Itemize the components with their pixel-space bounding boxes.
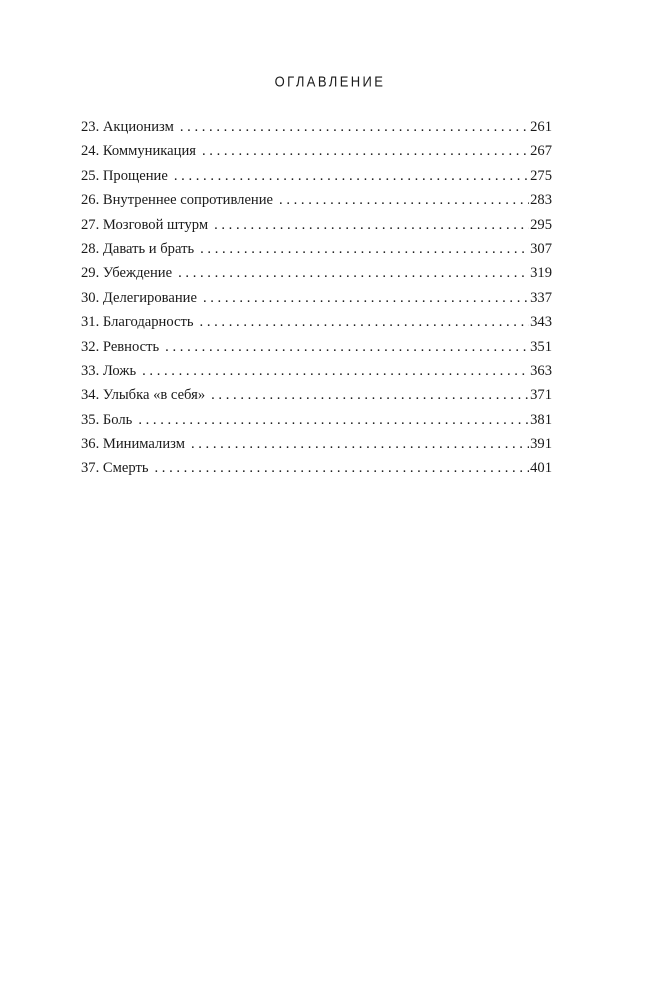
toc-entry-label: 26. Внутреннее сопротивление [81, 192, 274, 209]
toc-entry-label: 30. Делегирование [81, 289, 197, 306]
toc-entry[interactable] [81, 164, 552, 188]
toc-entry-label: 32. Ревность [81, 338, 160, 355]
toc-entry-label: 28. Давать и брать [81, 240, 195, 257]
dot-leader [200, 237, 529, 261]
toc-entry-label: 29. Убеждение [81, 265, 173, 282]
toc-entry-label: 33. Ложь [81, 362, 137, 379]
toc-entry-page: 381 [530, 411, 552, 428]
dot-leader [279, 188, 529, 212]
dot-leader [165, 335, 529, 359]
dot-leader [174, 164, 529, 188]
toc-entry-label: 36. Минимализм [81, 436, 185, 453]
dot-leader [211, 383, 529, 407]
toc-entry-page: 267 [530, 143, 552, 160]
toc-entry[interactable] [81, 286, 552, 310]
dot-leader [191, 432, 529, 456]
toc-entry-page: 307 [530, 240, 552, 257]
toc-entry-page: 261 [530, 119, 552, 135]
toc-entry-page: 401 [530, 460, 552, 477]
toc-entry-label: 27. Мозговой штурм [81, 216, 209, 233]
toc-entry-label: 25. Прощение [81, 167, 168, 184]
dot-leader [214, 213, 529, 237]
dot-leader [138, 408, 529, 432]
toc-entry-page: 351 [530, 338, 552, 355]
dot-leader [202, 139, 529, 163]
table-of-contents [81, 115, 552, 481]
toc-entry[interactable] [81, 383, 552, 407]
dot-leader [178, 261, 529, 285]
dot-leader [142, 359, 529, 383]
toc-entry[interactable] [81, 310, 552, 334]
toc-entry[interactable] [81, 115, 552, 139]
dot-leader [200, 310, 530, 334]
toc-entry[interactable] [81, 432, 552, 456]
toc-entry[interactable] [81, 261, 552, 285]
toc-entry-page: 371 [530, 387, 552, 404]
toc-entry[interactable] [81, 213, 552, 237]
toc-entry[interactable] [81, 139, 552, 163]
dot-leader [203, 286, 529, 310]
toc-entry[interactable] [81, 359, 552, 383]
toc-entry-label: 24. Коммуникация [81, 143, 196, 160]
toc-entry[interactable] [81, 408, 552, 432]
toc-entry-page: 391 [530, 436, 552, 453]
toc-entry-page: 337 [530, 289, 552, 306]
toc-entry-page: 295 [530, 216, 552, 233]
dot-leader [180, 115, 529, 139]
toc-entry-label: 34. Улыбка «в себя» [81, 387, 206, 404]
toc-entry-label: 31. Благодарность [81, 314, 194, 331]
page-title: ОГЛАВЛЕНИЕ [274, 72, 386, 91]
toc-entry-page: 363 [530, 362, 552, 379]
toc-entry-page: 275 [530, 167, 552, 184]
toc-entry-label: 37. Смерть [81, 460, 149, 477]
toc-entry-page: 343 [530, 314, 552, 331]
toc-entry-label: 23. Акционизм [81, 119, 174, 135]
toc-entry[interactable] [81, 456, 552, 480]
dot-leader [154, 456, 529, 480]
toc-entry-label: 35. Боль [81, 411, 133, 428]
toc-entry[interactable] [81, 237, 552, 261]
toc-entry-page: 319 [530, 265, 552, 282]
toc-entry[interactable] [81, 188, 552, 212]
toc-entry[interactable] [81, 335, 552, 359]
toc-entry-page: 283 [530, 192, 552, 209]
